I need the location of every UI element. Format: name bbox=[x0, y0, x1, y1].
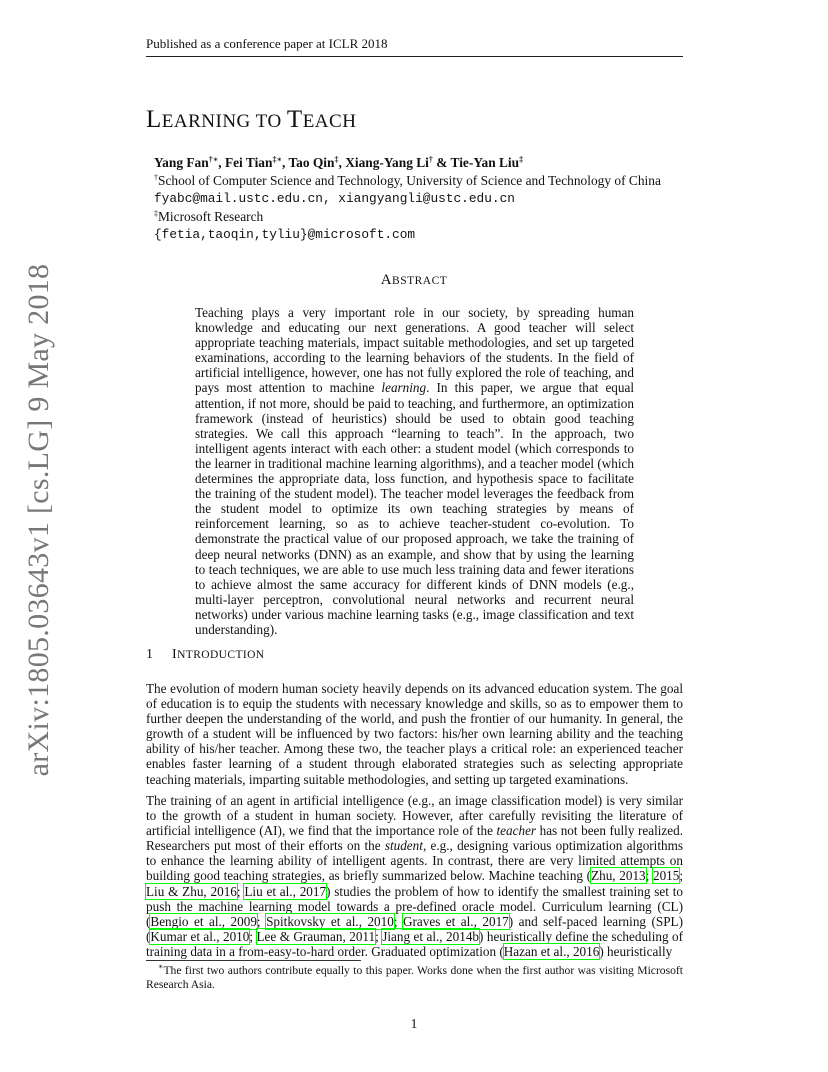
affiliation-ustc: †School of Computer Science and Technology, University of Science and Technology of China bbox=[154, 173, 661, 188]
citation-link[interactable]: Kumar et al., 2010 bbox=[150, 928, 250, 944]
intro-paragraph-1: The evolution of modern human society heavily depends on its advanced education system. The goal of education is to equip the students with necessary knowledge and skills, so as to empower them to further deepen the understanding of the world, and push the frontier of our humanity. In general, the growth of a student will be influenced by two factors: his/her own learning ability and the teaching ability of his/her teacher. Among these two, the teacher plays a critical role: an experienced teacher enables faster learning of a student through elaborated strategies such as selecting appropriate teaching materials, imparting suitable methodologies, and setting up targeted examinations. bbox=[146, 681, 683, 787]
citation-link[interactable]: Hazan et al., 2016 bbox=[503, 943, 600, 959]
citation-link[interactable]: Lee & Grauman, 2011 bbox=[256, 928, 376, 944]
header-text: Published as a conference paper at ICLR 2018 bbox=[146, 36, 388, 51]
citation-link[interactable]: Bengio et al., 2009 bbox=[150, 913, 257, 929]
arxiv-id: arXiv:1805.03643v1 [cs.LG] 9 May 2018 bbox=[22, 263, 55, 777]
footnote: ∗The first two authors contribute equally to this paper. Works done when the first author was visiting Microsoft Research Asia. bbox=[146, 962, 683, 991]
footnote-rule bbox=[146, 960, 361, 961]
running-header bbox=[146, 36, 683, 57]
citation-link[interactable]: Liu et al., 2017 bbox=[244, 883, 327, 899]
citation-link[interactable]: Jiang et al., 2014b bbox=[382, 928, 480, 944]
affiliation-msr: ‡Microsoft Research bbox=[154, 209, 264, 224]
author-names: Yang Fan†∗, Fei Tian‡∗, Tao Qin‡, Xiang-Yang Li† & Tie-Yan Liu‡ bbox=[154, 155, 524, 170]
emails-msr: {fetia,taoqin,tyliu}@microsoft.com bbox=[154, 227, 416, 242]
section-heading-introduction: 1 INTRODUCTION bbox=[146, 647, 265, 662]
abstract-text: Teaching plays a very important role in our society, by spreading human knowledge and educating our next generations. A good teacher will select appropriate teaching materials, impact suitable methodologies, and set up targeted examinations, according to the learning behaviors of the students. In the field of artificial intelligence, however, one has not fully explored the role of teaching, and pays most attention to machine learning. In this paper, we argue that equal attention, if not more, should be paid to teaching, and furthermore, an optimization framework (instead of heuristics) should be used to obtain good teaching strategies. We call this approach “learning to teach”. In the approach, two intelligent agents interact with each other: a student model (which corresponds to the learner in traditional machine learning algorithms), and a teacher model (which determines the appropriate data, loss function, and hypothesis space to facilitate the training of the student model). The teacher model leverages the feedback from the student model to optimize its own teaching strategies by means of reinforcement learning, so as to achieve teacher-student co-evolution. To demonstrate the practical value of our proposed approach, we take the training of deep neural networks (DNN) as an example, and show that by using the learning to teach techniques, we are able to use much less training data and fewer iterations to achieve almost the same accuracy for different kinds of DNN models (e.g., multi-layer perceptron, convolutional neural networks and recurrent neural networks) under various machine learning tasks (e.g., image classification and text understanding). bbox=[195, 305, 635, 637]
citation-link[interactable]: Zhu, 2013 bbox=[591, 868, 646, 884]
citation-link[interactable]: Liu & Zhu, 2016 bbox=[146, 883, 237, 899]
intro-paragraph-2: The training of an agent in artificial intelligence (e.g., an image classification model) is very similar to the growth of a student in human society. However, after carefully revisiting the literature of artificial intelligence (AI), we find that the importance role of the teacher has not been fully realized. Researchers put most of their efforts on the student, e.g., designing various optimization algorithms to enhance the learning ability of intelligent agents. In contrast, there are very limited attempts on building good teaching strategies, as briefly summarized below. Machine teaching (Zhu, 2013; 2015; Liu & Zhu, 2016; Liu et al., 2017) studies the problem of how to identify the smallest training set to push the machine learning model towards a pre-defined oracle model. Curriculum learning (CL) (Bengio et al., 2009; Spitkovsky et al., 2010; Graves et al., 2017) and self-paced learning (SPL) (Kumar et al., 2010; Lee & Grauman, 2011; Jiang et al., 2014b) heuristically define the scheduling of training data in a from-easy-to-hard order. Graduated optimization (Hazan et al., 2016) heuristically bbox=[146, 793, 684, 959]
page-number: 1 bbox=[410, 1016, 418, 1031]
abstract-heading: ABSTRACT bbox=[380, 272, 448, 288]
citation-link[interactable]: 2015 bbox=[652, 868, 680, 884]
paper-title: LEARNING TO TEACH bbox=[146, 106, 357, 133]
citation-link[interactable]: Spitkovsky et al., 2010 bbox=[266, 913, 394, 929]
emails-ustc: fyabc@mail.ustc.edu.cn, xiangyangli@ustc.edu.cn bbox=[154, 191, 515, 206]
arxiv-sidebar bbox=[22, 263, 56, 777]
author-block bbox=[154, 154, 694, 244]
citation-link[interactable]: Graves et al., 2017 bbox=[402, 913, 509, 929]
